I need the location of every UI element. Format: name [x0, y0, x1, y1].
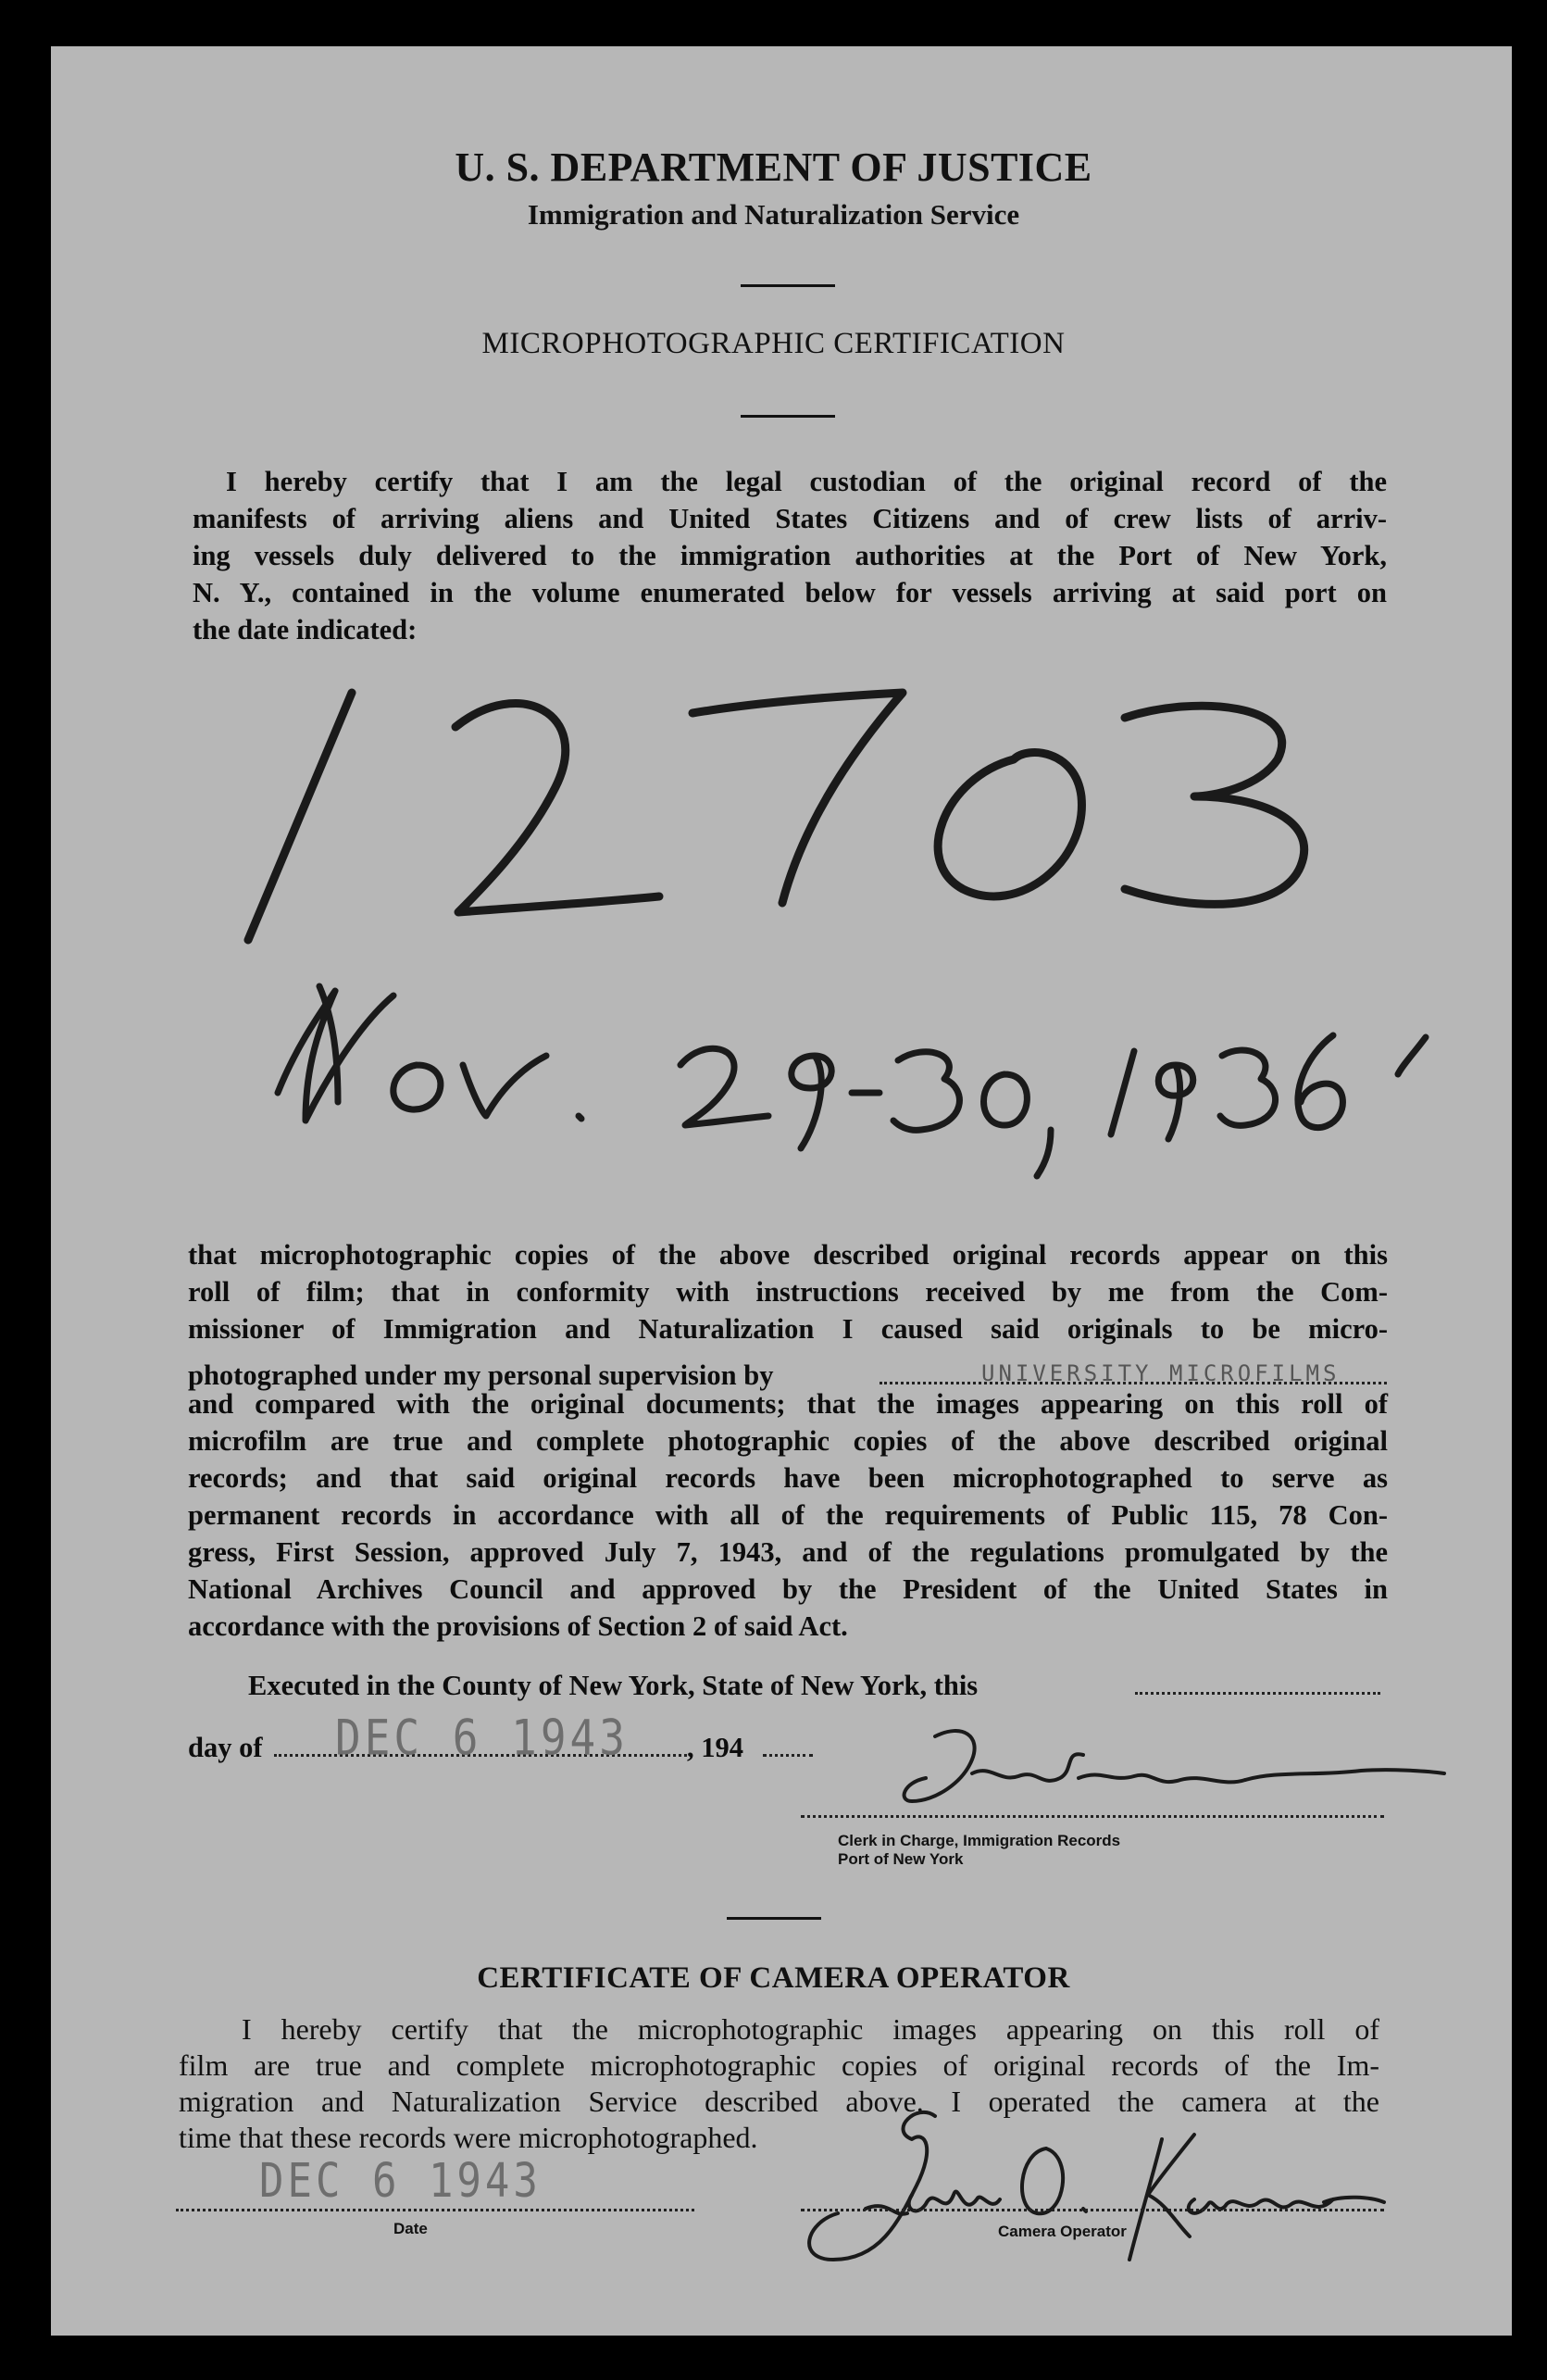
- paragraph-line: migration and Naturalization Service described above. I operated the camera at the: [179, 2085, 1379, 2118]
- paragraph-line: records; and that said original records have been microphotographed to serve as: [188, 1462, 1388, 1494]
- clerk-title-line2: Port of New York: [838, 1850, 964, 1868]
- paragraph-line: I hereby certify that I am the legal custodian of the original record of the: [226, 466, 1387, 497]
- paragraph-line: manifests of arriving aliens and United States Citizens and of crew lists of arriv-: [193, 503, 1387, 534]
- paragraph-line: time that these records were microphotographed.: [179, 2121, 758, 2154]
- microfilm-company-stamp: UNIVERSITY MICROFILMS: [981, 1360, 1341, 1386]
- paragraph-line: National Archives Council and approved by the President of the United States in: [188, 1573, 1388, 1605]
- paragraph-line: and compared with the original documents; that the images appearing on this roll of: [188, 1388, 1388, 1420]
- paragraph-line: gress, First Session, approved July 7, 1943, and of the regulations promulgated by the: [188, 1536, 1388, 1568]
- paragraph-line: accordance with the provisions of Section 2 of said Act.: [188, 1610, 848, 1642]
- paragraph-line: permanent records in accordance with all of the requirements of Public 115, 78 Con-: [188, 1499, 1388, 1531]
- paragraph-line: N. Y., contained in the volume enumerated below for vessels arriving at said port on: [193, 577, 1387, 608]
- paragraph-line: that microphotographic copies of the above described original records appear on this: [188, 1239, 1388, 1271]
- camera-date-stamp: DEC 6 1943: [259, 2154, 542, 2209]
- executed-text: Executed in the County of New York, State of New York, this: [248, 1670, 979, 1701]
- paragraph-line: microfilm are true and complete photographic copies of the above described original: [188, 1425, 1388, 1457]
- paragraph-line: I hereby certify that the microphotographic images appearing on this roll of: [242, 2012, 1379, 2046]
- paragraph-line: roll of film; that in conformity with instructions received by me from the Com-: [188, 1276, 1388, 1308]
- date-label: Date: [393, 2220, 428, 2237]
- execution-date-stamp: DEC 6 1943: [335, 1708, 629, 1767]
- paragraph-line: the date indicated:: [193, 614, 418, 645]
- camera-operator-signature-line: [801, 2209, 1384, 2211]
- paragraph-line: ing vessels duly delivered to the immigration authorities at the Port of New York,: [193, 540, 1387, 571]
- supervision-prefix: photographed under my personal supervision by: [188, 1359, 774, 1391]
- form-title: MICROPHOTOGRAPHIC CERTIFICATION: [481, 327, 1066, 360]
- paragraph-line: film are true and complete microphotographic copies of original records of the Im-: [179, 2048, 1379, 2082]
- paragraph-line: missioner of Immigration and Naturalization I caused said originals to be micro-: [188, 1313, 1388, 1345]
- day-of-label: day of: [188, 1732, 263, 1763]
- service-subtitle: Immigration and Naturalization Service: [527, 198, 1020, 231]
- clerk-title-line1: Clerk in Charge, Immigration Records: [838, 1832, 1121, 1849]
- department-title: U. S. DEPARTMENT OF JUSTICE: [455, 144, 1092, 190]
- camera-operator-heading: CERTIFICATE OF CAMERA OPERATOR: [477, 1961, 1070, 1995]
- year-suffix: , 194: [687, 1732, 743, 1763]
- camera-operator-label: Camera Operator: [998, 2223, 1127, 2240]
